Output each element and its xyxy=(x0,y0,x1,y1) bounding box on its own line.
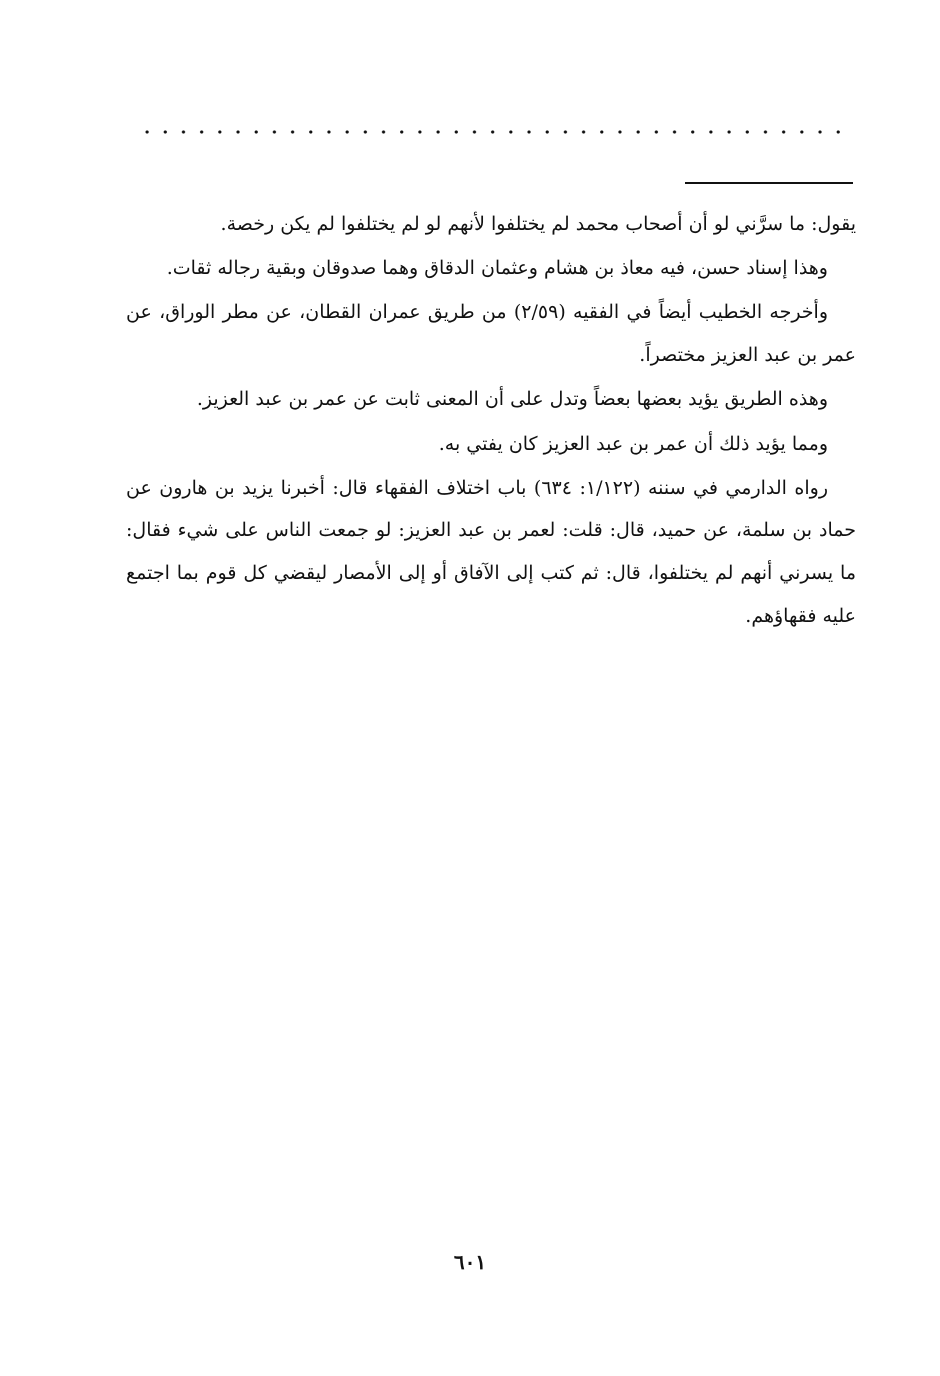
footnote-separator-line xyxy=(685,182,853,184)
paragraph-4: وهذه الطريق يؤيد بعضها بعضاً وتدل على أن المعنى ثابت عن عمر بن عبد العزيز. xyxy=(196,388,828,411)
dotted-separator xyxy=(138,130,850,134)
paragraph-6: رواه الدارمي في سننه (١/١٢٢: ٦٣٤) باب اختلاف الفقهاء قال: أخبرنا يزيد بن هارون عن حماد بن سلمة، عن حميد، قال: قلت: لعمر بن عبد العزيز: لو جمعت الناس على شيء فقال: ما يسرني أنهم لم يختلفوا، قال: ثم كتب إلى الآفاق أو إلى الأمصار ليقضي كل قوم بما اجتمع عليه فقهاؤهم. xyxy=(126,476,856,627)
paragraph-3: وأخرجه الخطيب أيضاً في الفقيه (٢/٥٩) من طريق عمران القطان، عن مطر الوراق، عن عمر بن عبد العزيز مختصراً. xyxy=(126,301,856,367)
page-number: ٦٠١ xyxy=(453,1250,487,1274)
footnote-text-block xyxy=(126,203,856,639)
paragraph-5: ومما يؤيد ذلك أن عمر بن عبد العزيز كان يفتي به. xyxy=(438,432,828,455)
paragraph-2: وهذا إسناد حسن، فيه معاذ بن هشام وعثمان الدقاق وهما صدوقان وبقية رجاله ثقات. xyxy=(166,257,828,280)
paragraph-1: يقول: ما سرَّني لو أن أصحاب محمد لم يختلفوا لأنهم لو لم يختلفوا لم يكن رخصة. xyxy=(220,213,856,235)
